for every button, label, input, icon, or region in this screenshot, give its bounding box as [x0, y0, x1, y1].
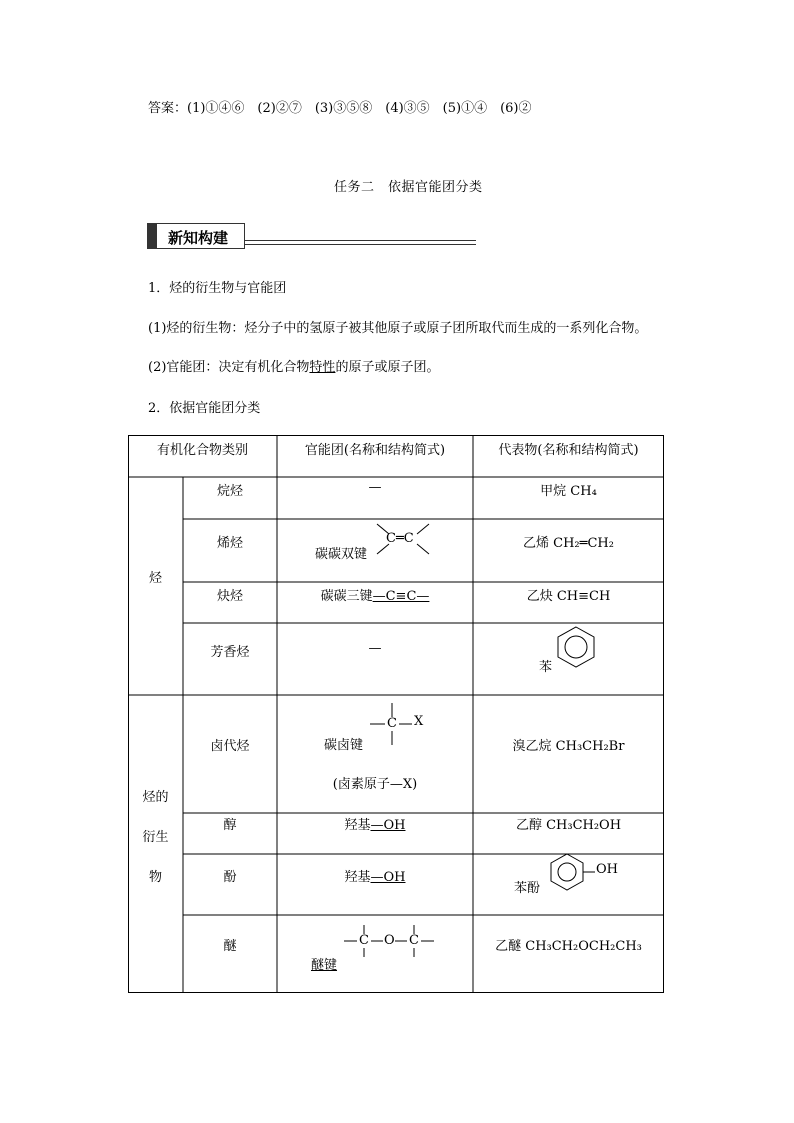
fg-phenol [277, 866, 473, 885]
answer-line: 答案：(1)①④⑥ (2)②⑦ (3)③⑤⑧ (4)③⑤ (5)①④ (6)② [148, 101, 532, 116]
group-derivative-line2: 衍生 [142, 830, 169, 845]
class-alkene: 烯烃 [216, 536, 243, 551]
section-label: 新知构建 [168, 229, 229, 247]
fg-phenol-name: 羟基 [344, 870, 371, 885]
class-ether: 醚 [223, 939, 237, 954]
task-title: 任务二 依据官能团分类 [334, 180, 483, 195]
class-alkane: 烷烃 [216, 484, 243, 499]
header-fg: 官能团(名称和结构简式) [304, 443, 446, 458]
paragraph-functional-group [148, 356, 439, 375]
fg-ether-o: O [384, 933, 395, 948]
section-underline [244, 240, 476, 245]
fg-halide-c: C [387, 716, 397, 731]
classification-table [128, 435, 664, 993]
fg-halide-note: (卤素原子—X) [332, 777, 418, 792]
paragraph-derivative: (1)烃的衍生物：烃分子中的氢原子被其他原子或原子团所取代而生成的一系列化合物。 [148, 321, 648, 336]
fg-halide-x: X [414, 714, 424, 729]
fg-alkyne [277, 585, 473, 604]
rep-alkene: 乙烯 CH₂═CH₂ [523, 536, 614, 551]
benzene-ring-icon [554, 625, 598, 669]
group-derivative-line3: 物 [148, 870, 162, 885]
fg-aromatic: — [368, 641, 382, 656]
heading-1: 1．烃的衍生物与官能团 [148, 281, 287, 296]
rep-alkane: 甲烷 CH₄ [540, 484, 597, 499]
fg-alkane: — [368, 480, 382, 495]
section-bar [148, 224, 157, 248]
fg-alcohol-struct: —OH [370, 818, 406, 833]
fg-ether-name: 醚键 [311, 958, 338, 973]
fg-ether-c2: C [409, 933, 419, 948]
class-alcohol: 醇 [223, 818, 237, 833]
header-class: 有机化合物类别 [156, 443, 248, 458]
group-hydrocarbon: 烃 [148, 571, 162, 586]
rep-phenol-oh: OH [596, 862, 618, 877]
header-rep: 代表物(名称和结构简式) [498, 443, 639, 458]
fg-ether-c1: C [359, 933, 369, 948]
heading-2: 2．依据官能团分类 [148, 401, 261, 416]
section-header [147, 223, 245, 249]
class-alkyne: 炔烃 [216, 589, 243, 604]
class-aromatic: 芳香烃 [210, 645, 250, 660]
fg-alkyne-name: 碳碳三键 [320, 589, 373, 604]
fg-alcohol [277, 814, 473, 833]
p3-post: 的原子或原子团。 [335, 360, 440, 375]
group-derivative-line1: 烃的 [142, 790, 169, 805]
rep-alcohol: 乙醇 CH₃CH₂OH [515, 818, 622, 833]
fg-alcohol-name: 羟基 [344, 818, 371, 833]
rep-alkyne: 乙炔 CH≡CH [526, 589, 611, 604]
rep-aromatic: 苯 [539, 660, 553, 675]
rep-halide: 溴乙烷 CH₃CH₂Br [512, 739, 625, 754]
carbon-halogen-structure-icon [366, 699, 446, 759]
p3-pre: (2)官能团：决定有机化合物 [148, 360, 310, 375]
class-halide: 卤代烃 [210, 739, 250, 754]
fg-phenol-struct: —OH [370, 870, 406, 885]
fg-alkene-name: 碳碳双键 [315, 547, 368, 562]
fg-halide-name: 碳卤键 [324, 738, 364, 753]
fg-alkene-struct: C═C [386, 531, 414, 546]
rep-ether: 乙醚 CH₃CH₂OCH₂CH₃ [495, 939, 642, 954]
p3-underlined: 特性 [309, 360, 336, 375]
rep-phenol: 苯酚 [514, 881, 541, 896]
class-phenol: 酚 [223, 870, 237, 885]
fg-alkyne-struct: —C≡C— [372, 589, 430, 604]
